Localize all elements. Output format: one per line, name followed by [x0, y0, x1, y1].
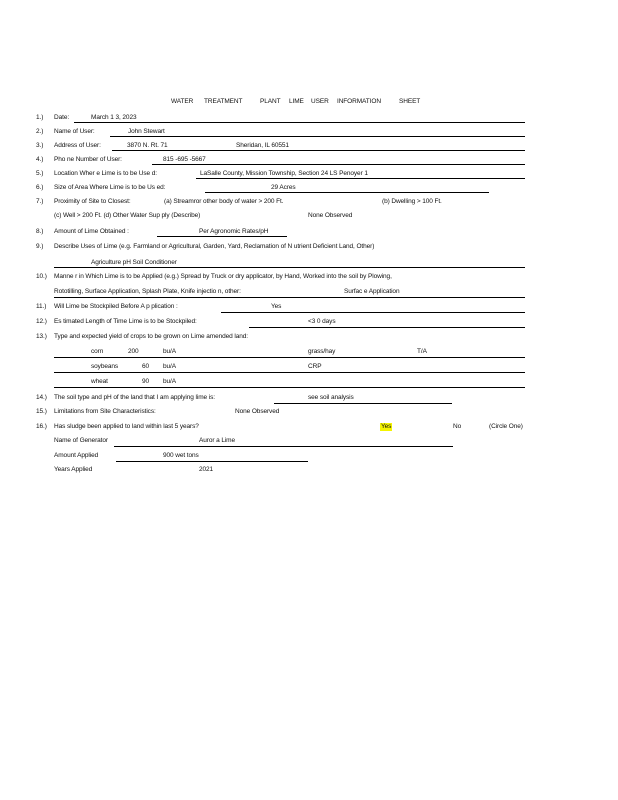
phone-label: Pho ne Number of User: — [54, 156, 122, 163]
title-word: WATER — [171, 98, 194, 105]
crop-extra: T/A — [417, 348, 427, 355]
underline — [116, 461, 308, 462]
crop-name: wheat — [91, 378, 108, 385]
crop-other: CRP — [308, 363, 322, 370]
crop-unit: bu/A — [163, 378, 176, 385]
underline — [152, 164, 525, 165]
title-word: SHEET — [399, 98, 421, 105]
underline — [196, 178, 525, 179]
crop-other: grass/hay — [308, 348, 336, 355]
circle-one-note: (Circle One) — [489, 423, 523, 430]
item-number: 5.) — [36, 170, 44, 177]
title-word: PLANT — [260, 98, 281, 105]
stockpile-label: Will Lime be Stockpiled Before A p plication : — [54, 303, 178, 310]
amount-applied-value: 900 wet tons — [163, 452, 199, 459]
underline — [112, 150, 525, 151]
proximity-a: (a) Streamror other body of water > 200 Ft. — [164, 198, 284, 205]
underline — [157, 236, 287, 237]
crop-yield: 90 — [142, 378, 150, 385]
item-number: 6.) — [36, 184, 44, 191]
crop-unit: bu/A — [163, 363, 176, 370]
generator-value: Auror a Lime — [199, 437, 236, 444]
stockpile-value: Yes — [271, 303, 282, 310]
title-word: LIME — [289, 98, 304, 105]
area-size-label: Size of Area Where Lime is to be Us ed: — [54, 184, 166, 191]
underline — [54, 267, 525, 268]
item-number: 15.) — [36, 408, 47, 415]
proximity-cd: (c) Well > 200 Ft. (d) Other Water Sup ply (Describe) — [54, 212, 201, 219]
underline — [205, 192, 489, 193]
item-number: 11.) — [36, 303, 47, 310]
crops-label: Type and expected yield of crops to be grown on Lime amended land: — [54, 333, 248, 340]
title-word: USER — [311, 98, 329, 105]
sludge-label: Has sludge been applied to land within last 5 years? — [54, 423, 199, 430]
stockpile-length-label: Es timated Length of Time Lime is to be Stockpiled: — [54, 318, 197, 325]
address-street: 3870 N. Rt. 71 — [127, 142, 168, 149]
address-label: Address of User: — [54, 142, 101, 149]
underline — [110, 136, 525, 137]
sludge-yes-highlighted: Yes — [381, 423, 392, 430]
lime-amount-value: Per Agronomic Rates/pH — [199, 228, 269, 235]
item-number: 7.) — [36, 198, 44, 205]
proximity-label: Proximity of Site to Closest: — [54, 198, 131, 205]
item-number: 12.) — [36, 318, 47, 325]
location-label: Location Wher e Lime is to be Use d: — [54, 170, 157, 177]
underline — [54, 387, 525, 388]
stockpile-length-value: <3 0 days — [308, 318, 336, 325]
uses-label: Describe Uses of Lime (e.g. Farmland or Agricultural, Garden, Yard, Reclamation of N utrient Deficient Land, Other) — [54, 243, 375, 250]
date-label: Date: — [54, 114, 70, 121]
underline — [221, 312, 525, 313]
crop-name: corn — [91, 348, 104, 355]
amount-applied-label: Amount Applied — [54, 452, 99, 459]
item-number: 13.) — [36, 333, 47, 340]
item-number: 16.) — [36, 423, 47, 430]
user-name-label: Name of User: — [54, 128, 95, 135]
uses-value: Agriculture pH Soil Conditioner — [91, 259, 177, 266]
soil-type-label: The soil type and pH of the land that I am applying lime is: — [54, 394, 215, 401]
area-size-value: 29 Acres — [271, 184, 296, 191]
proximity-cd-value: None Observed — [308, 212, 353, 219]
lime-amount-label: Amount of Lime Obtained : — [54, 228, 129, 235]
item-number: 4.) — [36, 156, 44, 163]
title-word: INFORMATION — [337, 98, 381, 105]
underline — [54, 372, 525, 373]
crop-yield: 60 — [142, 363, 150, 370]
crop-unit: bu/A — [163, 348, 176, 355]
underline — [274, 403, 452, 404]
crop-yield: 200 — [128, 348, 139, 355]
user-name-value: John Stewart — [128, 128, 165, 135]
limitations-value: None Observed — [235, 408, 280, 415]
underline — [54, 297, 525, 298]
underline — [249, 327, 525, 328]
application-value: Surfac e Application — [344, 288, 400, 295]
sludge-no: No — [453, 423, 462, 430]
item-number: 2.) — [36, 128, 44, 135]
application-label-2: Rototilling, Surface Application, Splash Plate, Knife injectio n, other: — [54, 288, 241, 295]
item-number: 1.) — [36, 114, 44, 121]
item-number: 8.) — [36, 228, 44, 235]
proximity-b: (b) Dwelling > 100 Ft. — [382, 198, 442, 205]
application-label: Manne r in Which Lime is to be Applied (e.g.) Spread by Truck or dry applicator, by Hand, Worked into the soil by Plowing, — [54, 273, 392, 280]
limitations-label: Limitations from Site Characteristics: — [54, 408, 156, 415]
underline — [114, 446, 453, 447]
item-number: 10.) — [36, 273, 47, 280]
underline — [74, 122, 525, 123]
underline — [54, 357, 525, 358]
years-applied-label: Years Applied — [54, 466, 93, 473]
item-number: 14.) — [36, 394, 47, 401]
soil-type-value: see soil analysis — [308, 394, 354, 401]
title-word: TREATMENT — [204, 98, 243, 105]
address-city: Sheridan, IL 60551 — [236, 142, 289, 149]
item-number: 9.) — [36, 243, 44, 250]
date-value: March 1 3, 2023 — [91, 114, 137, 121]
generator-label: Name of Generator — [54, 437, 108, 444]
crop-name: soybeans — [91, 363, 119, 370]
years-applied-value: 2021 — [199, 466, 214, 473]
phone-value: 815 -695 -5667 — [163, 156, 206, 163]
location-value: LaSalle County, Mission Township, Section 24 LS Penoyer 1 — [200, 170, 368, 177]
item-number: 3.) — [36, 142, 44, 149]
